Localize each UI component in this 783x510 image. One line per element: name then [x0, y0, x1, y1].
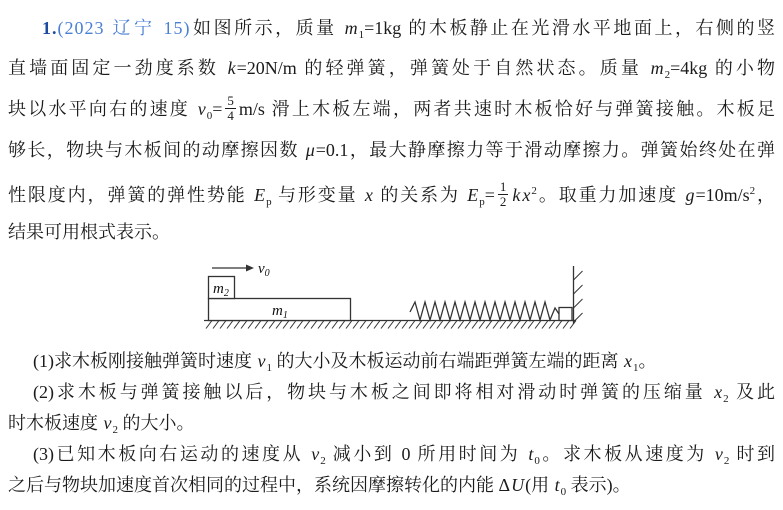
spring: [410, 302, 559, 320]
text-run: 1.: [42, 18, 58, 38]
subscript: 1: [358, 29, 365, 41]
text-run: 之后与物块加速度首次相同的过程中，系统因摩擦转化的内能 Δ: [8, 475, 511, 495]
subscript: 2: [320, 455, 326, 467]
math-variable: v: [714, 444, 723, 464]
text-run: 如图所示，质量: [190, 18, 344, 38]
text-run: 。: [638, 351, 657, 371]
text-run: 的大小及木板运动前右端距弹簧左端的距离: [272, 351, 623, 371]
subscript: p: [479, 196, 485, 208]
text-line: [8, 439, 775, 470]
text-line: [8, 48, 775, 88]
text-run: =4kg 的小物: [670, 58, 776, 78]
math-variable: v: [103, 413, 112, 433]
math-variable: E: [254, 185, 266, 205]
text-run: 结果可用根式表示。: [8, 222, 170, 242]
text-line: [8, 212, 775, 252]
math-variable: m: [650, 58, 664, 78]
text-run: 块以水平向右的速度: [8, 99, 197, 119]
questions-list: [8, 346, 775, 501]
text-run: =1kg 的木板静止在光滑水平地面上，右侧的竖: [364, 18, 776, 38]
subscript: 1: [633, 362, 639, 374]
text-run: ，: [755, 185, 775, 205]
text-run: =20N/m 的轻弹簧，弹簧处于自然状态。质量: [236, 58, 650, 78]
math-variable: x: [714, 382, 723, 402]
math-variable: t: [554, 475, 560, 495]
text-run: 性限度内，弹簧的弹性势能: [8, 185, 254, 205]
text-run: 。求木板从速度为: [539, 444, 714, 464]
spring-end-plate: [559, 308, 572, 321]
ground-hatching: [206, 321, 576, 329]
math-variable: m: [344, 18, 358, 38]
math-variable: U: [511, 475, 525, 495]
subscript: 0: [560, 486, 567, 498]
text-line: [8, 408, 775, 439]
text-run: 与形变量: [271, 185, 364, 205]
text-run: =10m/s: [695, 185, 750, 205]
text-line: [8, 470, 775, 501]
m2-label: $m_2$: [213, 281, 229, 299]
text-run: =0.1，最大静摩擦力等于滑动摩擦力。弹簧始终处在弹: [315, 140, 775, 160]
fraction: $\frac{1}{2}$: [499, 179, 507, 210]
text-line: [8, 170, 775, 212]
text-run: 时到: [729, 444, 776, 464]
physics-diagram: [198, 252, 775, 346]
text-run: (用: [525, 475, 554, 495]
text-run: 够长，物块与木板间的动摩擦因数: [8, 140, 305, 160]
subscript: 1: [266, 362, 272, 374]
text-line: [8, 88, 775, 130]
subscript: 2: [112, 424, 118, 436]
subscript: 2: [664, 69, 671, 81]
text-run: 直墙面固定一劲度系数: [8, 58, 227, 78]
text-run: (2)求木板与弹簧接触以后，物块与木板之间即将相对滑动时弹簧的压缩量: [33, 382, 714, 402]
superscript: 2: [531, 185, 537, 197]
text-run: (3)已知木板向右运动的速度从: [33, 444, 311, 464]
subscript: p: [266, 196, 272, 208]
math-variable: k: [512, 185, 521, 205]
math-variable: μ: [305, 140, 315, 160]
text-line: [8, 377, 775, 408]
math-variable: x: [364, 185, 373, 205]
subscript: 2: [723, 455, 730, 467]
m1-label: $m_1$: [272, 303, 288, 321]
math-variable: x: [522, 185, 531, 205]
math-variable: g: [685, 185, 695, 205]
math-variable: v: [311, 444, 320, 464]
text-run: 及此: [728, 382, 775, 402]
text-run: 时木板速度: [8, 413, 103, 433]
text-run: 减小到 0 所用时间为: [325, 444, 528, 464]
diagram-svg: [198, 252, 590, 346]
math-variable: t: [528, 444, 534, 464]
text-run: 表示)。: [566, 475, 631, 495]
text-run: (1)求木板刚接触弹簧时速度: [33, 351, 257, 371]
subscript: 0: [206, 110, 213, 122]
text-line: [8, 130, 775, 170]
text-run: =: [212, 99, 223, 119]
fraction: $\frac{5}{4}$: [227, 93, 234, 124]
text-run: (2023 辽宁 15): [57, 18, 191, 38]
math-variable: v: [197, 99, 206, 119]
text-run: =: [484, 185, 495, 205]
math-variable: v: [257, 351, 266, 371]
text-line: [8, 8, 775, 48]
wall-hatching: [574, 271, 583, 322]
velocity-arrow-head: [246, 265, 254, 272]
problem-statement: [8, 8, 775, 252]
text-run: 的大小。: [118, 413, 195, 433]
v0-label: $v_0$: [258, 261, 270, 279]
text-line: [8, 346, 775, 377]
text-run: 。取重力加速度: [536, 185, 685, 205]
superscript: 2: [749, 185, 756, 197]
math-variable: E: [467, 185, 479, 205]
subscript: 0: [534, 455, 540, 467]
math-variable: x: [624, 351, 632, 371]
math-variable: k: [227, 58, 236, 78]
text-run: m/s 滑上木板左端，两者共速时木板恰好与弹簧接触。木板足: [238, 99, 776, 119]
subscript: 2: [723, 393, 729, 405]
text-run: 的关系为: [373, 185, 467, 205]
